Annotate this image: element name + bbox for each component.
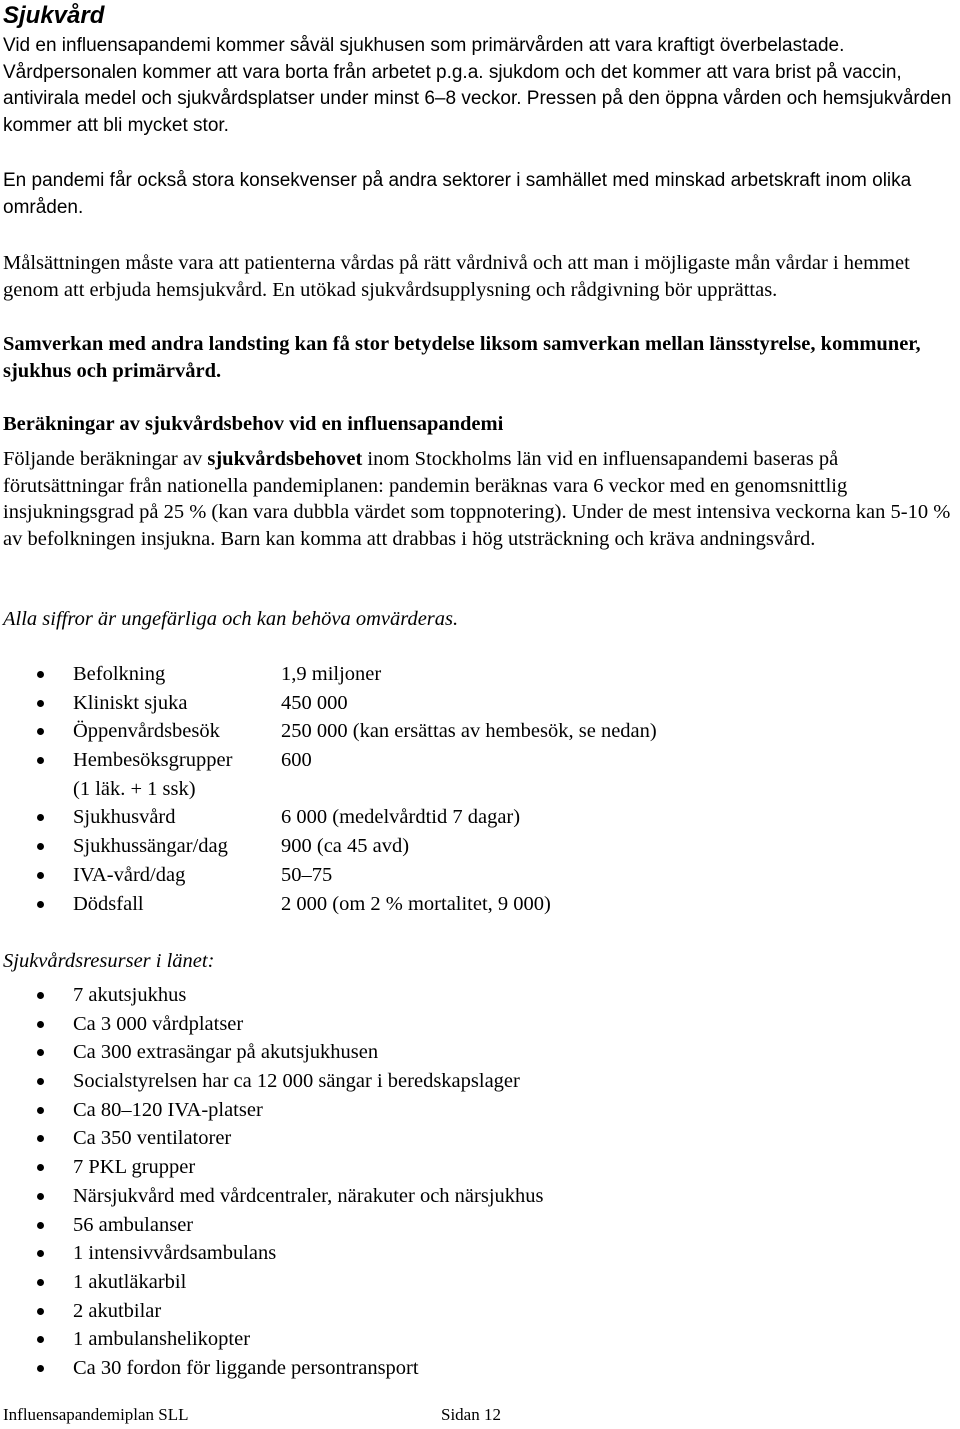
estimate-label: Kliniskt sjuka	[73, 691, 188, 714]
goal-paragraph: Målsättningen måste vara att patienterna vårdas på rätt vårdnivå och att man i möjligaste mån vårdar i hemmet genom att erbjuda hemsjukvård. En utökad sjukvårdsupplysning och rådgivning bör upprättas.	[3, 252, 910, 301]
estimate-label: Dödsfall	[73, 892, 144, 915]
estimate-value: 2 000 (om 2 % mortalitet, 9 000)	[281, 892, 551, 915]
bullet-icon	[37, 872, 44, 879]
bullet-icon	[37, 700, 44, 707]
list-item	[3, 1067, 903, 1096]
resources-heading: Sjukvårdsresurser i länet:	[3, 950, 215, 972]
bullet-icon	[37, 728, 44, 735]
list-item	[3, 1354, 903, 1383]
resource-text: 7 akutsjukhus	[73, 984, 187, 1006]
bullet-icon	[37, 1222, 44, 1229]
estimate-label: Sjukhussängar/dag	[73, 835, 228, 858]
resource-text: 1 intensivvårdsambulans	[73, 1242, 277, 1265]
page-footer	[3, 1404, 501, 1426]
bullet-icon	[37, 1279, 44, 1286]
resource-text: Ca 300 extrasängar på akutsjukhusen	[73, 1041, 379, 1064]
list-item	[3, 890, 903, 919]
estimate-label: Sjukhusvård	[73, 806, 176, 829]
list-item	[3, 689, 903, 718]
resource-text: Närsjukvård med vårdcentraler, närakuter och närsjukhus	[73, 1184, 544, 1207]
bullet-icon	[37, 757, 44, 764]
resources-list	[3, 981, 903, 1383]
calc-paragraph	[3, 446, 957, 552]
bullet-icon	[37, 1308, 44, 1315]
list-item	[3, 1038, 903, 1067]
list-item	[3, 1268, 903, 1297]
list-item	[3, 660, 903, 689]
estimate-note: (1 läk. + 1 ssk)	[73, 777, 196, 800]
estimate-value: 6 000 (medelvårdtid 7 dagar)	[281, 806, 521, 829]
list-item	[3, 1153, 903, 1182]
bullet-icon	[37, 1365, 44, 1372]
resource-text: Ca 80–120 IVA-platser	[73, 1098, 263, 1121]
intro-paragraph-2: En pandemi får också stora konsekvenser på andra sektorer i samhället med minskad arbetskraft inom olika områden.	[3, 170, 912, 218]
list-item	[3, 861, 903, 890]
bullet-icon	[37, 1336, 44, 1343]
footer-page-number: Sidan 12	[441, 1405, 501, 1424]
bullet-icon	[37, 1250, 44, 1257]
bullet-icon	[37, 1049, 44, 1056]
estimates-list	[3, 660, 903, 918]
estimate-label: Befolkning	[73, 663, 166, 685]
list-item	[3, 1182, 903, 1211]
bullet-icon	[37, 671, 44, 678]
bullet-icon	[37, 1021, 44, 1028]
bullet-icon	[37, 992, 44, 999]
footer-document-title: Influensapandemiplan SLL	[3, 1405, 189, 1424]
disclaimer: Alla siffror är ungefärliga och kan behöva omvärderas.	[3, 608, 459, 630]
intro-paragraph-1: Vid en influensapandemi kommer såväl sjukhusen som primärvården att vara kraftigt överbelastade. Vårdpersonalen kommer att vara borta från arbetet p.g.a. sjukdom och det kommer att vara brist på vaccin, antivirala medel och sjukvårdsplatser under minst 6–8 veckor. Pressen på den öppna vården och hemsjukvården kommer att bli mycket stor.	[3, 35, 952, 136]
resource-text: Ca 350 ventilatorer	[73, 1127, 232, 1150]
estimate-value: 450 000	[281, 691, 348, 714]
list-item	[3, 1325, 903, 1354]
list-item	[3, 981, 903, 1010]
estimate-value: 900 (ca 45 avd)	[281, 835, 410, 858]
resource-text: Socialstyrelsen har ca 12 000 sängar i beredskapslager	[73, 1070, 520, 1093]
list-item	[3, 832, 903, 861]
calc-paragraph-emphasis: sjukvårdsbehovet	[207, 448, 363, 470]
resource-text: 7 PKL grupper	[73, 1156, 196, 1179]
bullet-icon	[37, 1135, 44, 1142]
estimate-value: 1,9 miljoner	[281, 663, 382, 685]
cooperation-paragraph: Samverkan med andra landsting kan få stor betydelse liksom samverkan mellan länsstyrelse, kommuner, sjukhus och primärvård.	[3, 333, 921, 382]
calc-paragraph-start: Följande beräkningar av	[3, 448, 208, 470]
bullet-icon	[37, 1193, 44, 1200]
calc-heading: Beräkningar av sjukvårdsbehov vid en influensapandemi	[3, 413, 504, 435]
list-item	[3, 1010, 903, 1039]
list-item	[3, 1239, 903, 1268]
list-item-note	[3, 775, 903, 804]
list-item	[3, 1124, 903, 1153]
list-item	[3, 1297, 903, 1326]
resource-text: 1 ambulanshelikopter	[73, 1328, 251, 1351]
list-item	[3, 746, 903, 775]
resource-text: 56 ambulanser	[73, 1213, 194, 1236]
list-item	[3, 1096, 903, 1125]
resource-text: Ca 30 fordon för liggande persontransport	[73, 1356, 419, 1379]
section-title: Sjukvård	[3, 2, 105, 29]
bullet-icon	[37, 843, 44, 850]
bullet-icon	[37, 1164, 44, 1171]
estimate-value: 50–75	[281, 863, 333, 886]
resource-text: Ca 3 000 vårdplatser	[73, 1012, 244, 1035]
resource-text: 1 akutläkarbil	[73, 1270, 187, 1293]
list-item	[3, 1211, 903, 1240]
estimate-value: 250 000 (kan ersättas av hembesök, se nedan)	[281, 720, 657, 743]
estimate-value: 600	[281, 749, 312, 772]
estimate-label: Öppenvårdsbesök	[73, 720, 220, 743]
bullet-icon	[37, 1107, 44, 1114]
bullet-icon	[37, 901, 44, 908]
list-item	[3, 803, 903, 832]
resource-text: 2 akutbilar	[73, 1299, 162, 1322]
estimate-label: Hembesöksgrupper	[73, 749, 233, 772]
list-item	[3, 717, 903, 746]
bullet-icon	[37, 1078, 44, 1085]
calc-paragraph-rest: inom Stockholms län vid en influensapandemi baseras på förutsättningar från nationella pandemiplanen: pandemin beräknas vara 6 veckor med en genomsnittlig insjukningsgrad på 25 % (kan vara dubbla värdet som toppnotering). Under de mest intensiva veckorna kan 5-10 % av befolkningen insjukna. Barn kan komma att drabbas i hög utsträckning och kräva andningsvård.	[3, 448, 951, 550]
estimate-label: IVA-vård/dag	[73, 863, 186, 886]
bullet-icon	[37, 814, 44, 821]
